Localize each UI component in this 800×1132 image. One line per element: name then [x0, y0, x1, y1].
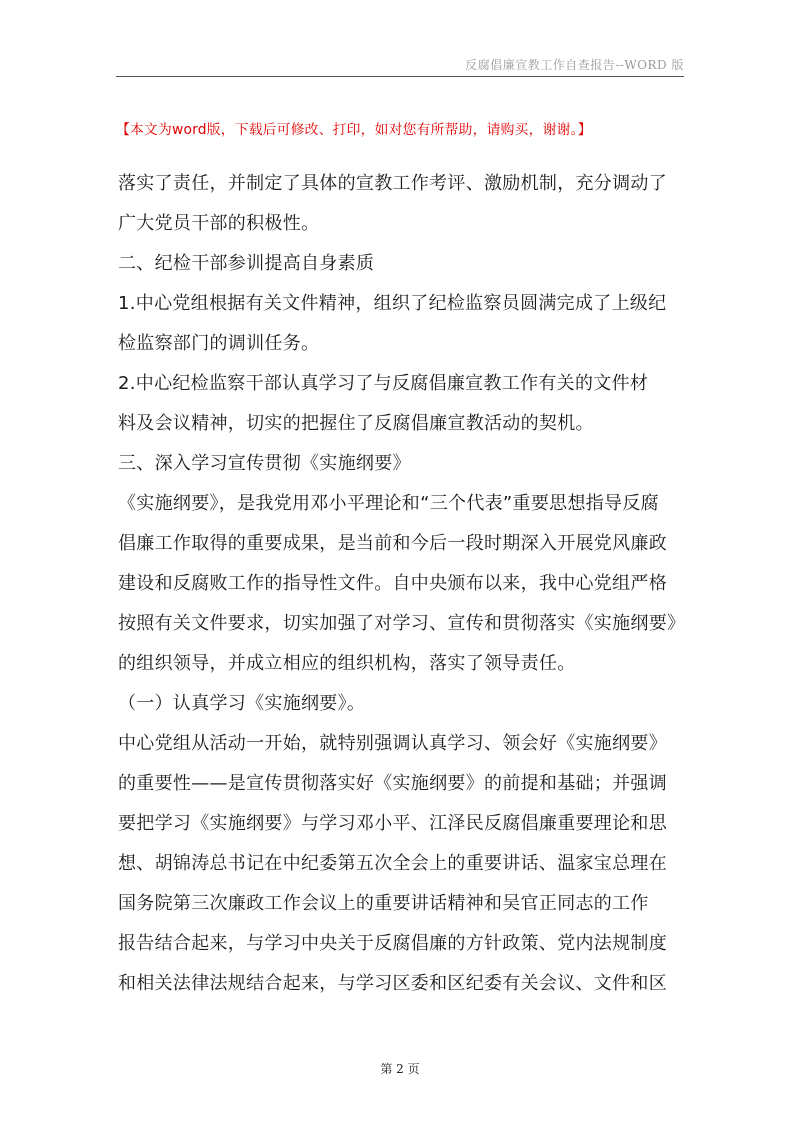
text-line: 检监察部门的调训任务。	[118, 333, 320, 354]
text-line: 按照有关文件要求，切实加强了对学习、宣传和贯彻落实《实施纲要》	[118, 613, 686, 634]
text-line: 想、胡锦涛总书记在中纪委第五次全会上的重要讲话、温家宝总理在	[118, 853, 667, 874]
text-line: 国务院第三次廉政工作会议上的重要讲话精神和吴官正同志的工作	[118, 893, 649, 914]
text-line: 建设和反腐败工作的指导性文件。自中央颁布以来，我中心党组严格	[118, 573, 667, 594]
text-line: 1.中心党组根据有关文件精神，组织了纪检监察员圆满完成了上级纪	[118, 293, 667, 314]
text-line: 报告结合起来，与学习中央关于反腐倡廉的方针政策、党内法规制度	[118, 933, 667, 954]
page-number: 第 2 页	[380, 1062, 420, 1076]
document-body	[118, 164, 686, 1004]
text-line: 2.中心纪检监察干部认真学习了与反腐倡廉宣教工作有关的文件材	[118, 373, 649, 394]
text-line: 落实了责任，并制定了具体的宣教工作考评、激励机制，充分调动了	[118, 173, 667, 194]
text-line: 要把学习《实施纲要》与学习邓小平、江泽民反腐倡廉重要理论和思	[118, 813, 667, 834]
text-line: 和相关法律法规结合起来，与学习区委和区纪委有关会议、文件和区	[118, 973, 667, 994]
header-divider	[116, 76, 684, 77]
page-header	[0, 0, 800, 80]
text-line: 料及会议精神，切实的把握住了反腐倡廉宣教活动的契机。	[118, 413, 594, 434]
text-line: 的组织领导，并成立相应的组织机构，落实了领导责任。	[118, 653, 576, 674]
text-line: 中心党组从活动一开始，就特别强调认真学习、领会好《实施纲要》	[118, 733, 667, 754]
section-heading: 二、纪检干部参训提高自身素质	[118, 253, 375, 274]
text-line: 广大党员干部的积极性。	[118, 213, 320, 234]
text-line: 倡廉工作取得的重要成果，是当前和今后一段时期深入开展党风廉政	[118, 533, 667, 554]
text-line: 的重要性——是宣传贯彻落实好《实施纲要》的前提和基础；并强调	[118, 773, 667, 794]
download-notice: 【本文为word版，下载后可修改、打印，如对您有所帮助，请购买，谢谢。】	[116, 122, 592, 138]
subsection-heading: （一）认真学习《实施纲要》。	[118, 693, 366, 714]
section-heading: 三、深入学习宣传贯彻《实施纲要》	[118, 453, 411, 474]
text-line: 《实施纲要》，是我党用邓小平理论和“三个代表”重要思想指导反腐	[118, 493, 659, 514]
document-header-title: 反腐倡廉宣教工作自查报告--WORD 版	[465, 58, 684, 72]
